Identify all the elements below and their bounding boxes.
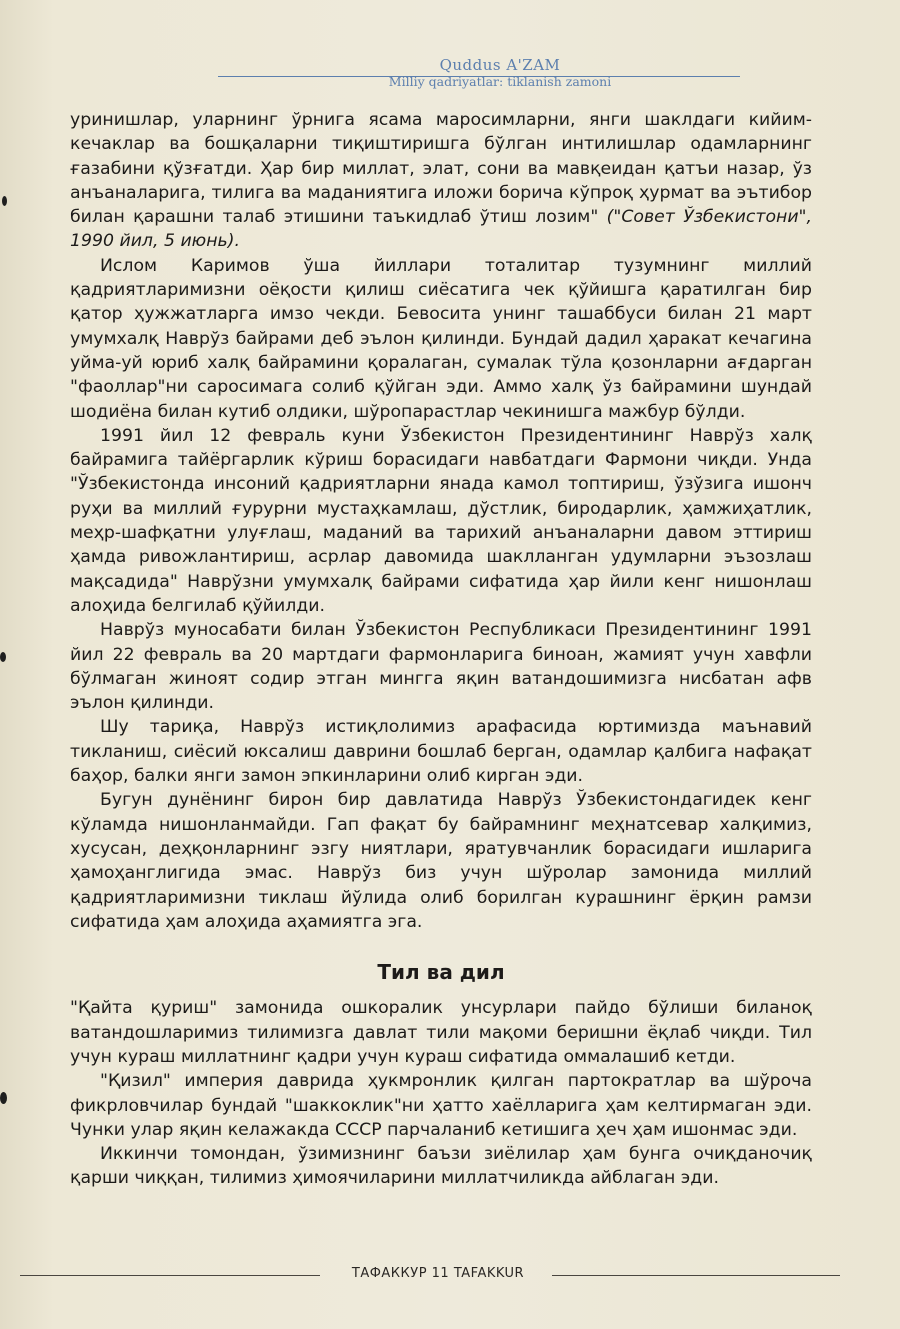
paragraph: "Қайта қуриш" замонида ошкоралик унсурлари пайдо бўлиши биланоқ ватандошларимиз тилимизга давлат тили мақоми беришни ёқлаб чиқди. Тил учун кураш миллатнинг қадри учун кураш сифатида оммалашиб кетди. [70, 998, 812, 1067]
header-rule [218, 76, 740, 77]
paragraph: "Қизил" империя даврида ҳукмронлик қилган партократлар ва шўроча фикрловчилар бундай "шаккоклик"ни ҳатто хаёлларига ҳам келтирмаган эди. Чунки улар яқин келажакда СССР парчаланиб кетишига ҳеч ҳам ишонмас эди. [70, 1071, 812, 1140]
paragraph: Шу тариқа, Наврўз истиқлолимиз арафасида юртимизда маънавий тикланиш, сиёсий юксалиш даврини бошлаб берган, одамлар қалбига нафақат баҳор, балки янги замон эпкинларини олиб кирган эди. [70, 717, 812, 787]
page-footer [20, 1264, 840, 1284]
paragraph [70, 108, 812, 254]
section-heading: Тил ва дил [377, 960, 505, 985]
footer-label: ТАФАККУР 11 TAFAKKUR [351, 1266, 525, 1281]
paragraph-text: уринишлар, уларнинг ўрнига ясама маросимларни, янги шаклдаги кийим-кечаклар ва бошқаларни тиқиштиришга бўлган интилишлар одамларнинг ғазабини қўзғатди. Ҳар бир миллат, элат, сони ва мавқеидан қатъи назар, ўз анъаналарига, тилига ва маданиятига иложи борича кўпроқ ҳурмат ва эътибор билан қарашни талаб этишини таъкидлаб ўтиш лозим" [70, 110, 812, 228]
header-author: Quddus A'ZAM [439, 56, 561, 74]
paragraph: 1991 йил 12 февраль куни Ўзбекистон Президентининг Наврўз халқ байрамига тайёргарлик кўриш борасидаги навбатдаги Фармони чиқди. Унда "Ўзбекистонда инсоний қадриятларни янада камол топтириш, ўзўзига ишонч руҳи ва миллий ғурурни мустаҳкамлаш, дўстлик, биродарлик, ҳамжиҳатлик, меҳр-шафқатни улуғлаш, маданий ва тарихий анъаналарни давом эттириш ҳамда ривожлантириш, асрлар давомида шаклланган удумларни эъзозлаш мақсадида" Наврўзни умумхалқ байрами сифатида ҳар йили кенг нишонлаш алоҳида белгилаб қўйилди. [70, 425, 812, 616]
paragraph: Иккинчи томондан, ўзимизнинг баъзи зиёлилар ҳам бунга очиқданочиқ қарши чиққан, тилимиз ҳимоячиларини миллатчиликда айблаган эди. [70, 1144, 812, 1189]
footer-rule-left [20, 1275, 320, 1276]
paragraph: Наврўз муносабати билан Ўзбекистон Республикаси Президентининг 1991 йил 22 февраль ва 20 мартдаги фармонларига биноан, жамият учун хавфли бўлмаган жиноят содир этган мингга яқин ватандошимизга нисбатан афв эълон қилинди. [70, 620, 812, 714]
footer-rule-right [552, 1275, 840, 1276]
article-body [70, 108, 812, 1191]
header-subtitle: Milliy qadriyatlar: tiklanish zamoni [388, 74, 612, 89]
binder-hole-mark [0, 652, 6, 662]
binder-hole-mark [0, 1092, 7, 1104]
running-header [290, 56, 710, 90]
paragraph: Ислом Каримов ўша йиллари тоталитар тузумнинг миллий қадриятларимизни оёқости қилиш сиёсатига чек қўйишга қаратилган бир қатор ҳужжатларга имзо чекди. Бевосита унинг ташаббуси билан 21 март умумхалқ Наврўз байрами деб эълон қилинди. Бундай дадил ҳаракат кечагина уйма-уй юриб халқ байрамини қоралаган, сумалак тўла қозонларни ағдарган "фаоллар"ни саросимага солиб қўйган эди. Аммо халқ ўз байрамини шундай шодиёна билан кутиб олдики, шўропарастлар чекинишга мажбур бўлди. [70, 255, 812, 422]
citation: ("Совет Ўзбекистони", 1990 йил, 5 июнь). [70, 207, 812, 252]
binder-hole-mark [2, 196, 7, 206]
paragraph: Бугун дунёнинг бирон бир давлатида Наврўз Ўзбекистондагидек кенг кўламда нишонланмайди. Гап фақат бу байрамнинг меҳнатсевар халқимиз, хусусан, деҳқонларнинг эзгу ниятлари, яратувчанлик борасидаги ишларига ҳамоҳанглигида эмас. Наврўз биз учун шўролар замонида миллий қадриятларимизни тиклаш йўлида олиб борилган курашнинг ёрқин рамзи сифатида ҳам алоҳида аҳамиятга эга. [70, 790, 812, 932]
